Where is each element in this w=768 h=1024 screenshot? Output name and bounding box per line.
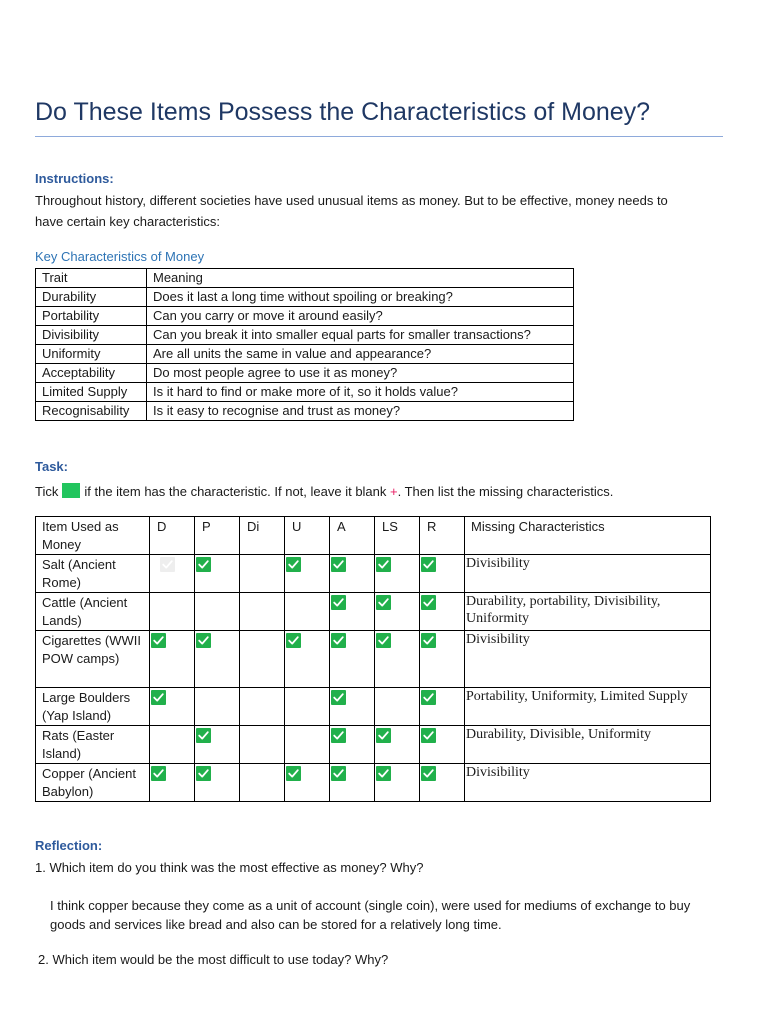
tick-cell[interactable] [420,726,465,764]
tick-cell[interactable] [375,593,420,631]
instructions-line-2: have certain key characteristics: [35,214,220,229]
tick-cell[interactable] [240,631,285,688]
tick-cell[interactable] [150,726,195,764]
item-name-cell: Cattle (Ancient Lands) [36,593,150,631]
item-name-cell: Cigarettes (WWII POW camps) [36,631,150,688]
reflection-answer-1-line-2: goods and services like bread and also can be stored for a relatively long time. [50,917,502,932]
reflection-question-2: 2. Which item would be the most difficult to use today? Why? [38,952,389,967]
items-table [35,516,711,802]
header-cell: Di [240,517,285,555]
task-text-mid: if the item has the characteristic. If not, leave it blank [84,484,387,499]
meaning-cell: Is it easy to recognise and trust as money? [147,402,574,421]
key-table-row [36,402,574,421]
checkmark-icon [151,690,166,705]
tick-cell[interactable] [195,631,240,688]
checkmark-icon [421,690,436,705]
missing-characteristics-cell: Divisibility [465,555,711,593]
task-text-post: . Then list the missing characteristics. [397,484,614,499]
key-characteristics-table [35,268,574,421]
item-row [36,593,711,631]
tick-cell[interactable] [420,764,465,802]
title-divider [35,136,723,137]
header-cell: Missing Characteristics [465,517,711,555]
header-cell: R [420,517,465,555]
checkmark-icon [196,633,211,648]
item-row [36,726,711,764]
item-name-cell: Large Boulders (Yap Island) [36,688,150,726]
checkmark-icon [421,595,436,610]
tick-cell[interactable] [330,555,375,593]
tick-cell[interactable] [285,726,330,764]
trait-cell: Uniformity [36,345,147,364]
checkmark-icon [196,766,211,781]
checkmark-icon [151,633,166,648]
items-table-header-row [36,517,711,555]
tick-cell[interactable] [330,764,375,802]
instructions-text [35,190,725,232]
checkmark-icon [196,557,211,572]
checkmark-icon [421,766,436,781]
tick-cell[interactable] [285,764,330,802]
header-cell: A [330,517,375,555]
checkmark-icon [286,633,301,648]
tick-cell[interactable] [150,688,195,726]
tick-cell[interactable] [375,555,420,593]
header-cell: Item Used as Money [36,517,150,555]
page-title: Do These Items Possess the Characteristics of Money? [35,98,651,126]
item-row [36,631,711,688]
tick-cell[interactable] [195,764,240,802]
tick-cell[interactable] [240,593,285,631]
tick-cell[interactable] [375,764,420,802]
instructions-line-1: Throughout history, different societies have used unusual items as money. But to be effective, money needs to [35,193,668,208]
plus-symbol: + [390,484,398,499]
trait-cell: Durability [36,288,147,307]
tick-cell[interactable] [195,688,240,726]
missing-characteristics-cell: Divisibility [465,764,711,802]
trait-cell: Acceptability [36,364,147,383]
meaning-cell: Is it hard to find or make more of it, so it holds value? [147,383,574,402]
tick-cell[interactable] [195,555,240,593]
tick-cell[interactable] [285,593,330,631]
missing-characteristics-cell: Portability, Uniformity, Limited Supply [465,688,711,726]
item-row [36,764,711,802]
tick-cell[interactable] [420,555,465,593]
tick-cell[interactable] [375,688,420,726]
tick-cell[interactable] [330,631,375,688]
task-heading: Task: [35,459,68,474]
tick-cell[interactable] [420,631,465,688]
checkmark-icon [421,557,436,572]
checkmark-icon [331,595,346,610]
key-table-body [36,269,574,421]
item-row [36,555,711,593]
tick-cell[interactable] [240,726,285,764]
meaning-cell: Do most people agree to use it as money? [147,364,574,383]
trait-cell: Limited Supply [36,383,147,402]
missing-characteristics-cell: Divisibility [465,631,711,688]
key-table-row [36,383,574,402]
meaning-cell: Meaning [147,269,574,288]
checkmark-icon [151,766,166,781]
tick-cell[interactable] [195,726,240,764]
faint-checkmark-icon [160,557,175,572]
trait-cell: Portability [36,307,147,326]
trait-cell: Recognisability [36,402,147,421]
item-row [36,688,711,726]
header-cell: P [195,517,240,555]
checkmark-icon [376,766,391,781]
checkmark-icon [331,690,346,705]
tick-cell[interactable] [150,593,195,631]
tick-cell[interactable] [375,631,420,688]
header-cell: LS [375,517,420,555]
key-table-header-row [36,269,574,288]
trait-cell: Trait [36,269,147,288]
reflection-question-1: 1. Which item do you think was the most effective as money? Why? [35,860,424,875]
tick-cell[interactable] [285,631,330,688]
checkmark-icon [286,557,301,572]
tick-cell[interactable] [285,688,330,726]
key-table-row [36,345,574,364]
checkmark-icon [421,728,436,743]
reflection-answer-1 [50,896,730,934]
tick-cell[interactable] [330,688,375,726]
green-tick-swatch [62,483,80,498]
checkmark-icon [376,557,391,572]
missing-characteristics-cell: Durability, Divisible, Uniformity [465,726,711,764]
reflection-answer-1-line-1: I think copper because they come as a unit of account (single coin), were used for mediums of exchange to buy [50,898,691,913]
task-text [35,481,725,502]
tick-cell[interactable] [150,631,195,688]
item-name-cell: Copper (Ancient Babylon) [36,764,150,802]
key-table-row [36,307,574,326]
tick-cell[interactable] [375,726,420,764]
tick-cell[interactable] [240,764,285,802]
meaning-cell: Can you break it into smaller equal parts for smaller transactions? [147,326,574,345]
item-name-cell: Salt (Ancient Rome) [36,555,150,593]
tick-cell[interactable] [240,555,285,593]
tick-cell[interactable] [330,726,375,764]
header-cell: U [285,517,330,555]
meaning-cell: Are all units the same in value and appearance? [147,345,574,364]
header-cell: D [150,517,195,555]
tick-cell[interactable] [240,688,285,726]
key-table-row [36,364,574,383]
meaning-cell: Can you carry or move it around easily? [147,307,574,326]
meaning-cell: Does it last a long time without spoiling or breaking? [147,288,574,307]
trait-cell: Divisibility [36,326,147,345]
task-text-pre: Tick [35,484,59,499]
tick-cell[interactable] [330,593,375,631]
tick-cell[interactable] [150,764,195,802]
checkmark-icon [331,766,346,781]
checkmark-icon [331,633,346,648]
tick-cell[interactable] [420,688,465,726]
tick-cell[interactable] [150,555,195,593]
tick-cell[interactable] [195,593,240,631]
checkmark-icon [331,557,346,572]
items-table-body [36,517,711,802]
checkmark-icon [196,728,211,743]
tick-cell[interactable] [285,555,330,593]
tick-cell[interactable] [420,593,465,631]
key-table-row [36,288,574,307]
instructions-heading: Instructions: [35,171,114,186]
checkmark-icon [286,766,301,781]
checkmark-icon [331,728,346,743]
missing-characteristics-cell: Durability, portability, Divisibility, Uniformity [465,593,711,631]
checkmark-icon [376,633,391,648]
item-name-cell: Rats (Easter Island) [36,726,150,764]
checkmark-icon [376,728,391,743]
checkmark-icon [421,633,436,648]
reflection-heading: Reflection: [35,838,103,853]
checkmark-icon [376,595,391,610]
key-characteristics-heading: Key Characteristics of Money [35,249,205,264]
key-table-row [36,326,574,345]
